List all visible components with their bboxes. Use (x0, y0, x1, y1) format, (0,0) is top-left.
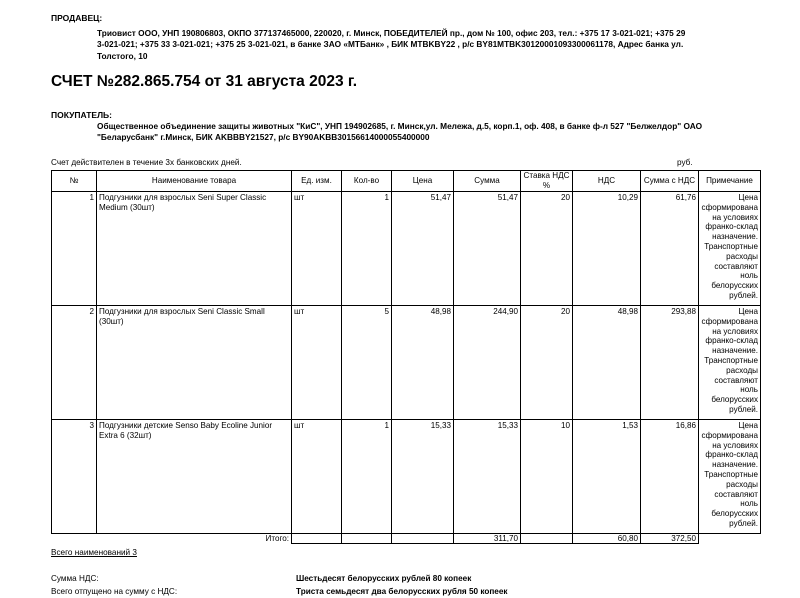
currency-label: руб. (677, 158, 693, 167)
row-unit: шт (292, 420, 342, 534)
row-price: 51,47 (392, 192, 454, 306)
row-unit: шт (292, 192, 342, 306)
buyer-line-2: "Беларусбанк" г.Минск, БИК AKBBBY21527, р/с BY90AKBB30156614000055400000 (97, 132, 430, 143)
total-vat: 60,80 (573, 534, 641, 544)
vat-sum-words: Шестьдесят белорусских рублей 80 копеек (296, 574, 472, 583)
invoice-table (51, 170, 761, 544)
row-num: 2 (52, 306, 97, 420)
header-vat-rate: Ставка НДС % (521, 171, 573, 192)
buyer-info (97, 121, 777, 144)
row-qty: 1 (342, 192, 392, 306)
table-total-row (52, 534, 761, 544)
row-note: Цена сформирована на условиях франко-склад назначение. Транспортные расходы составляют ноль белорусских рублей. (699, 420, 761, 534)
total-sum: 311,70 (454, 534, 521, 544)
row-price: 48,98 (392, 306, 454, 420)
header-sum-vat: Сумма с НДС (641, 171, 699, 192)
total-label: Итого: (265, 534, 289, 543)
row-vat: 1,53 (573, 420, 641, 534)
row-num: 1 (52, 192, 97, 306)
header-name: Наименование товара (97, 171, 292, 192)
validity-text: Счет действителен в течение 3х банковских дней. (51, 158, 242, 167)
row-sum-vat: 293,88 (641, 306, 699, 420)
row-sum: 244,90 (454, 306, 521, 420)
row-qty: 5 (342, 306, 392, 420)
header-unit: Ед. изм. (292, 171, 342, 192)
row-sum-vat: 61,76 (641, 192, 699, 306)
row-vat-rate: 20 (521, 306, 573, 420)
row-note: Цена сформирована на условиях франко-склад назначение. Транспортные расходы составляют ноль белорусских рублей. (699, 192, 761, 306)
total-sum-label: Всего отпущено на сумму с НДС: (51, 587, 178, 596)
buyer-label: ПОКУПАТЕЛЬ: (51, 110, 112, 120)
row-vat: 10,29 (573, 192, 641, 306)
row-name: Подгузники детские Senso Baby Ecoline Junior Extra 6 (32шт) (97, 420, 292, 534)
seller-label: ПРОДАВЕЦ: (51, 13, 103, 23)
row-price: 15,33 (392, 420, 454, 534)
total-sum-words: Триста семьдесят два белорусских рубля 50 копеек (296, 587, 508, 596)
seller-line-2: 3-021-021; +375 33 3-021-021; +375 25 3-021-021, в банке ЗАО «МТБанк» , БИК MTBKBY22 , р/с BY81MTBK30120001093300061178, Адрес банка ул. (97, 39, 684, 50)
seller-line-1: Триовист ООО, УНП 190806803, ОКПО 377137465000, 220020, г. Минск, ПОБЕДИТЕЛЕЙ пр., дом № 100, офис 203, тел.: +375 17 3-021-021; +375 29 (97, 28, 686, 38)
row-note: Цена сформирована на условиях франко-склад назначение. Транспортные расходы составляют ноль белорусских рублей. (699, 306, 761, 420)
table-row (52, 420, 761, 534)
total-sum-vat: 372,50 (641, 534, 699, 544)
row-vat-rate: 20 (521, 192, 573, 306)
row-vat-rate: 10 (521, 420, 573, 534)
table-row (52, 306, 761, 420)
invoice-title: СЧЕТ №282.865.754 от 31 августа 2023 г. (51, 73, 358, 90)
table-row (52, 192, 761, 306)
header-num: № (52, 171, 97, 192)
vat-sum-label: Сумма НДС: (51, 574, 99, 583)
items-count: Всего наименований 3 (51, 548, 137, 557)
row-unit: шт (292, 306, 342, 420)
table-header-row (52, 171, 761, 192)
row-name: Подгузники для взрослых Seni Classic Small (30шт) (97, 306, 292, 420)
row-sum-vat: 16,86 (641, 420, 699, 534)
seller-info (97, 28, 777, 62)
row-qty: 1 (342, 420, 392, 534)
seller-line-3: Толстого, 10 (97, 50, 148, 61)
row-sum: 15,33 (454, 420, 521, 534)
header-price: Цена (392, 171, 454, 192)
row-vat: 48,98 (573, 306, 641, 420)
header-sum: Сумма (454, 171, 521, 192)
header-note: Примечание (699, 171, 761, 192)
row-name: Подгузники для взрослых Seni Super Classic Medium (30шт) (97, 192, 292, 306)
row-sum: 51,47 (454, 192, 521, 306)
header-vat: НДС (573, 171, 641, 192)
row-num: 3 (52, 420, 97, 534)
header-qty: Кол-во (342, 171, 392, 192)
buyer-line-1: Общественное объединение защиты животных "КиС", УНП 194902685, г. Минск,ул. Мележа, д.5, корп.1, оф. 408, в банке ф-л 527 "Белжелдор" ОАО (97, 121, 703, 131)
